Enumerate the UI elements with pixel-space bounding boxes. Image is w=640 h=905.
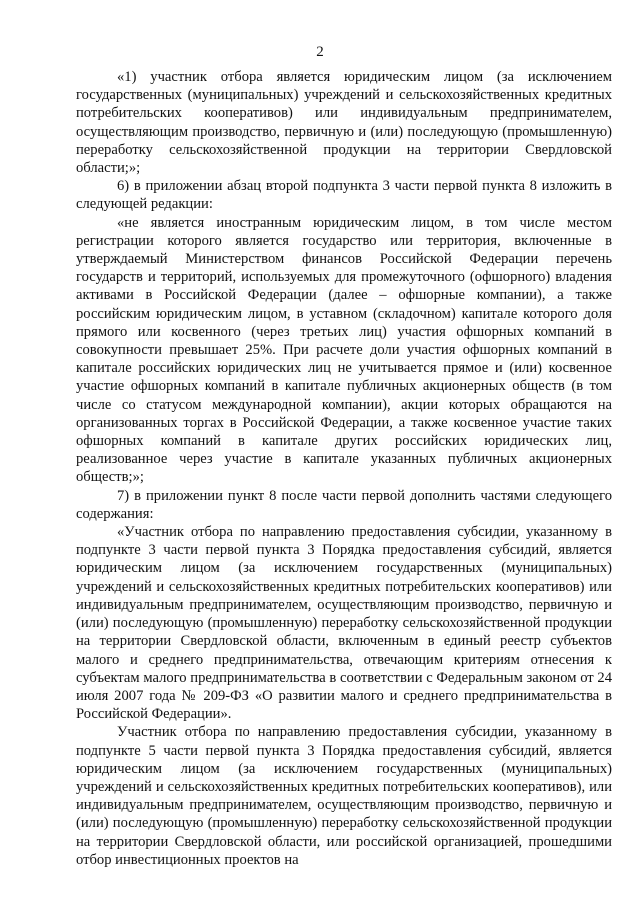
paragraph-item-7-instruction: 7) в приложении пункт 8 после части первой дополнить частями следующего содержания: [76, 487, 612, 522]
paragraph-offshore-clause: «не является иностранным юридическим лицом, в том числе местом регистрации которого является государство или территория, включенные в утверждаемый Министерством финансов Российской Федерации перечень государств и территорий, используемых для промежуточного (офшорного) владения активами в Российской Федерации (далее – офшорные компании), а также российским юридическим лицом, в уставном (складочном) капитале которого доля прямого или косвенного (через третьих лиц) участия офшорных компаний в совокупности превышает 25%. При расчете доли участия офшорных компаний в капитале российских юридических лиц не учитывается прямое и (или) косвенное участие офшорных компаний в капитале публичных акционерных обществ (в том числе со статусом международной компании), акции которых обращаются на организованных торгах в Российской Федерации, а также косвенное участие таких офшорных компаний в капитале других российских юридических лиц, реализованное через участие в капитале указанных публичных акционерных обществ;»; [76, 214, 612, 486]
document-body [76, 68, 612, 869]
paragraph-subsidy-subpoint-5: Участник отбора по направлению предоставления субсидии, указанному в подпункте 5 части первой пункта 3 Порядка предоставления субсидий, является юридическим лицом (за исключением государственных (муниципальных) учреждений и сельскохозяйственных кредитных потребительских кооперативов), или индивидуальным предпринимателем, осуществляющим производство, первичную и (или) последующую (промышленную) переработку сельскохозяйственной продукции на территории Свердловской области, или российской организацией, прошедшими отбор инвестиционных проектов на [76, 724, 612, 868]
page-number: 2 [316, 44, 324, 60]
paragraph-item-1-amendment: «1) участник отбора является юридическим лицом (за исключением государственных (муниципальных) учреждений и сельскохозяйственных кредитных потребительских кооперативов) или индивидуальным предпринимателем, осуществляющим производство, первичную и (или) последующую (промышленную) переработку сельскохозяйственной продукции на территории Свердловской области;»; [76, 69, 612, 177]
paragraph-item-6-instruction: 6) в приложении абзац второй подпункта 3 части первой пункта 8 изложить в следующей редакции: [76, 178, 612, 213]
paragraph-subsidy-subpoint-3: «Участник отбора по направлению предоставления субсидии, указанному в подпункте 3 части первой пункта 3 Порядка предоставления субсидий, является юридическим лицом (за исключением государственных (муниципальных) учреждений и сельскохозяйственных кредитных потребительских кооперативов) или индивидуальным предпринимателем, осуществляющим производство, первичную и (или) последующую (промышленную) переработку сельскохозяйственной продукции на территории Свердловской области, включенным в единый реестр субъектов малого и среднего предпринимательства, отвечающим критериям отнесения к субъектам малого предпринимательства в соответствии с Федеральным законом от 24 июля 2007 года № 209-ФЗ «О развитии малого и среднего предпринимательства в Российской Федерации». [76, 524, 612, 723]
